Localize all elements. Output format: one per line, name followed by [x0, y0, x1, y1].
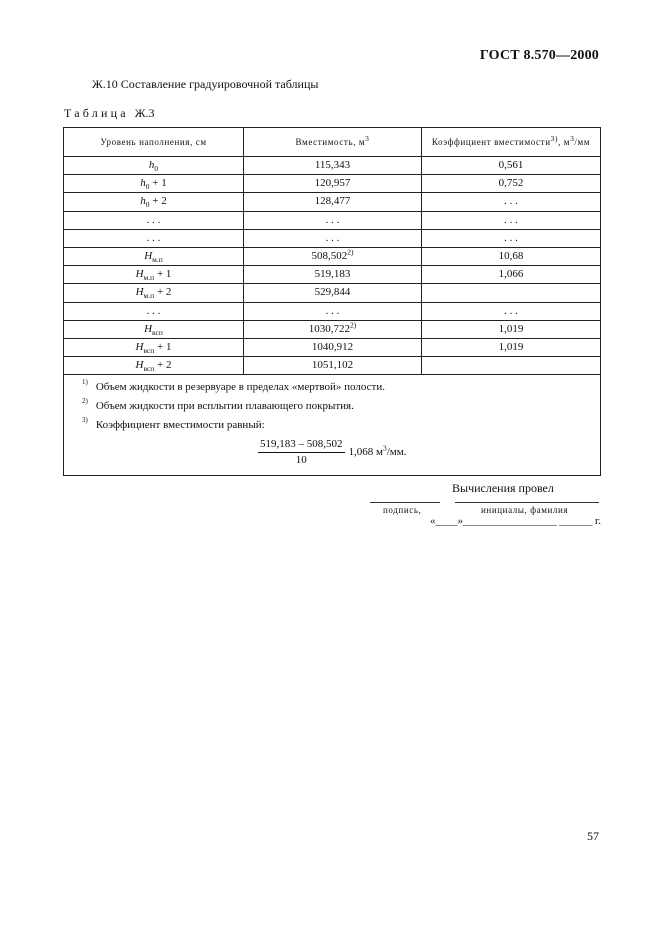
table-row — [64, 211, 601, 229]
date-line: «____»_________________ ______ г. — [430, 515, 602, 527]
name-line — [455, 502, 599, 503]
cell-level: $H_{м.п} + 2$ — [64, 284, 244, 302]
cell-capacity: . . . — [244, 211, 422, 229]
formula-result: 1,068 $м^3/мм$. — [348, 443, 407, 459]
table-row — [64, 175, 601, 193]
cell-level: $H_{м.п} + 1$ — [64, 266, 244, 284]
table-caption-number: Ж.3 — [134, 106, 155, 120]
cell-coefficient — [422, 357, 601, 375]
document-code: ГОСТ 8.570—2000 — [479, 48, 599, 63]
signature-label: подпись, — [383, 505, 422, 515]
table-row — [64, 266, 601, 284]
cell-capacity: 529,844 — [244, 284, 422, 302]
cell-coefficient: 0,561 — [422, 157, 601, 175]
cell-level: $H_{всп} + 1$ — [64, 338, 244, 356]
formula-fraction — [258, 438, 345, 467]
formula-numerator: 519,183 – 508,502 — [258, 438, 345, 453]
cell-coefficient: . . . — [422, 193, 601, 211]
cell-capacity: 1040,912 — [244, 338, 422, 356]
notes-row — [64, 375, 601, 476]
cell-level: . . . — [64, 229, 244, 247]
signature-heading: Вычисления провел — [452, 481, 554, 495]
cell-coefficient: 1,066 — [422, 266, 601, 284]
header-coefficient: Коэффициент вместимости$^{3)}$, $м^3/мм$ — [422, 128, 601, 157]
table-row — [64, 338, 601, 356]
cell-level: $h_0 + 2$ — [64, 193, 244, 211]
table-row — [64, 229, 601, 247]
cell-coefficient: . . . — [422, 229, 601, 247]
table-body — [64, 157, 601, 375]
name-label: инициалы, фамилия — [481, 505, 569, 515]
signature-line — [370, 502, 440, 503]
formula-denominator: 10 — [295, 454, 307, 467]
table-row — [64, 157, 601, 175]
footnote-1: $^{1)}$ Объем жидкости в резервуаре в пределах «мертвой» полости. — [82, 377, 385, 394]
cell-capacity: 115,343 — [244, 157, 422, 175]
cell-capacity: 1051,102 — [244, 357, 422, 375]
cell-coefficient: 0,752 — [422, 175, 601, 193]
cell-coefficient: . . . — [422, 302, 601, 320]
table-header-row — [64, 128, 601, 157]
cell-level: $h_0$ — [64, 157, 244, 175]
cell-level: $H_{м.п}$ — [64, 247, 244, 265]
cell-capacity: . . . — [244, 302, 422, 320]
header-level: Уровень наполнения, см — [64, 128, 244, 157]
table-row — [64, 247, 601, 265]
table-row — [64, 320, 601, 338]
cell-level: $H_{всп}$ — [64, 320, 244, 338]
cell-capacity: 508,502$^{2)}$ — [244, 247, 422, 265]
cell-coefficient: 1,019 — [422, 338, 601, 356]
cell-capacity: 120,957 — [244, 175, 422, 193]
header-capacity: Вместимость, $м^3$ — [244, 128, 422, 157]
table-caption — [64, 106, 155, 121]
cell-level: . . . — [64, 302, 244, 320]
cell-capacity: 128,477 — [244, 193, 422, 211]
table-row — [64, 302, 601, 320]
table-caption-word: Таблица — [64, 106, 129, 120]
table-row — [64, 357, 601, 375]
footnote-2: $^{2)}$ Объем жидкости при всплытии плавающего покрытия. — [82, 396, 354, 413]
cell-capacity: 519,183 — [244, 266, 422, 284]
cell-coefficient: . . . — [422, 211, 601, 229]
page-number: 57 — [587, 829, 599, 843]
cell-coefficient — [422, 284, 601, 302]
cell-level: . . . — [64, 211, 244, 229]
notes-cell — [64, 375, 601, 476]
table-row — [64, 284, 601, 302]
cell-level: $H_{всп} + 2$ — [64, 357, 244, 375]
coefficient-formula — [258, 438, 600, 467]
cell-coefficient: 10,68 — [422, 247, 601, 265]
cell-coefficient: 1,019 — [422, 320, 601, 338]
footnote-3: $^{3)}$ Коэффициент вместимости равный: — [82, 415, 265, 432]
cell-capacity: . . . — [244, 229, 422, 247]
table-row — [64, 193, 601, 211]
section-title: Ж.10 Составление градуировочной таблицы — [92, 77, 319, 91]
calibration-table — [63, 127, 601, 476]
cell-capacity: 1030,722$^{2)}$ — [244, 320, 422, 338]
cell-level: $h_0 + 1$ — [64, 175, 244, 193]
